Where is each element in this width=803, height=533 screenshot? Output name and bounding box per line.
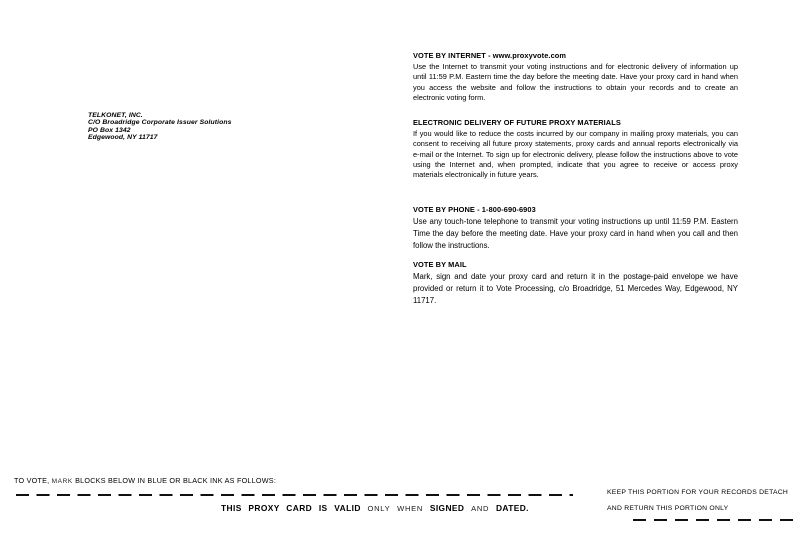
electronic-delivery-heading: ELECTRONIC DELIVERY OF FUTURE PROXY MATERIALS — [413, 118, 621, 127]
mark-instruction — [14, 476, 276, 485]
vote-by-phone-section — [413, 205, 738, 253]
mark-instruction-segment-1: TO VOTE, — [14, 476, 50, 485]
vote-by-internet-body: Use the Internet to transmit your voting instructions and for electronic delivery of information up until 11:59 P.M. Eastern time the day before the meeting date. Have your proxy card in hand when you access the website and follow the instructions to obtain your records and to create an electronic voting form. — [413, 62, 738, 102]
validity-note — [221, 503, 529, 513]
mark-instruction-segment-2: MARK — [51, 478, 73, 485]
detach-dashed-line-left — [16, 494, 573, 496]
sender-address-line-city: Edgewood, NY 11717 — [88, 134, 158, 142]
vote-by-mail-heading: VOTE BY MAIL — [413, 260, 467, 269]
vote-by-internet-heading: VOTE BY INTERNET - www.proxyvote.com — [413, 51, 567, 60]
electronic-delivery-section — [413, 118, 738, 180]
electronic-delivery-body: If you would like to reduce the costs incurred by our company in mailing proxy materials, you can consent to receiving all future proxy statements, proxy cards and annual reports electronically via e-mail or the Internet. To sign up for electronic delivery, please follow the instructions above to vote using the Internet and, when prompted, indicate that you agree to receive or access proxy materials electronically in future years. — [413, 129, 738, 180]
vote-by-mail-section — [413, 260, 738, 308]
sender-address-line-care-of: C/O Broadridge Corporate Issuer Solutions — [88, 119, 232, 127]
vote-by-mail-body: Mark, sign and date your proxy card and return it in the postage-paid envelope we have provided or return it to Vote Processing, c/o Broadridge, 51 Mercedes Way, Edgewood, NY 11717. — [413, 272, 738, 306]
validity-note-segment-4: AND — [471, 504, 490, 513]
vote-by-internet-section — [413, 51, 738, 103]
vote-by-phone-heading: VOTE BY PHONE - 1-800-690-6903 — [413, 205, 536, 214]
vote-by-phone-body: Use any touch-tone telephone to transmit your voting instructions up until 11:59 P.M. Eastern Time the day before the meeting date. Have your proxy card in hand when you call and then follow the instructions. — [413, 217, 738, 251]
detach-dashed-line-right — [633, 519, 793, 521]
keep-portion-line-1: KEEP THIS PORTION FOR YOUR RECORDS DETACH — [607, 489, 789, 496]
validity-note-segment-5: DATED. — [495, 503, 529, 513]
validity-note-segment-2: ONLY WHEN — [367, 504, 424, 513]
sender-address-block — [88, 112, 231, 142]
validity-note-segment-3: SIGNED — [429, 503, 465, 513]
keep-portion-line-2: AND RETURN THIS PORTION ONLY — [607, 504, 729, 512]
sender-address-line-po-box: PO Box 1342 — [88, 126, 131, 134]
validity-note-segment-1: THIS PROXY CARD IS VALID — [221, 503, 361, 513]
keep-portion-note — [607, 485, 788, 516]
mark-instruction-segment-3: BLOCKS BELOW IN BLUE OR BLACK INK AS FOLLOWS: — [75, 476, 277, 485]
sender-address-line-company: TELKONET, INC. — [88, 112, 143, 119]
